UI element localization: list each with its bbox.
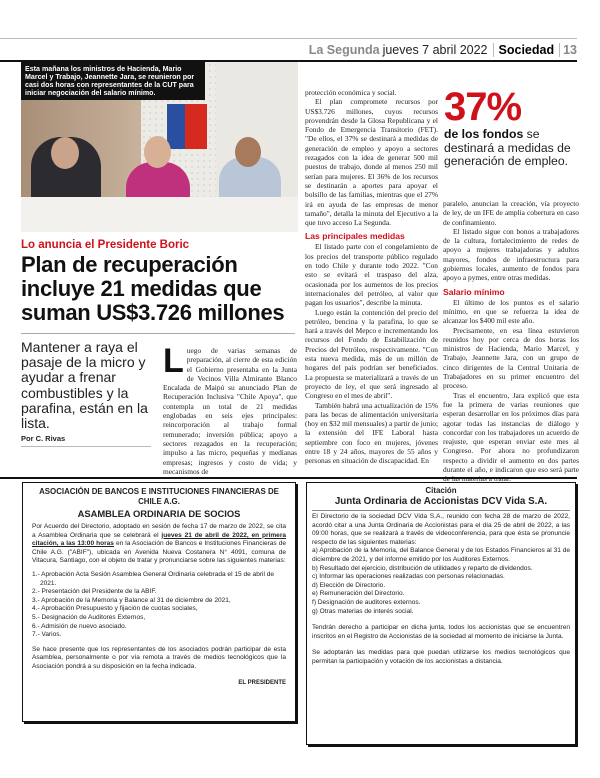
notice-org-name: ASOCIACIÓN DE BANCOS E INSTITUCIONES FINANCIERAS DE CHILE A.G. bbox=[39, 487, 279, 506]
article-column-1 bbox=[163, 342, 297, 476]
article-paragraph: También habrá una actualización de 15% para las becas de alimentación universitaria (hoy en $32 mil mensuales) a partir de junio; la extensión del IFE Laboral hasta septiembre con foco en mujeres, jóvenes entre 18 y 24 años, mayores de 55 años y personas en situación de discapacidad. En bbox=[305, 400, 438, 466]
article-deck: Mantener a raya el pasaje de la micro y ayudar a frenar combustibles y la parafina, están en la lista. bbox=[21, 339, 148, 432]
section-divider bbox=[0, 477, 577, 479]
agenda-item: a) Aprobación de la Memoria, del Balance General y de los Estados Financieros al 31 de diciembre de 2021, y del informe emitido por los Auditores Externos. bbox=[312, 547, 570, 563]
article-lead-paragraph: uego de varias semanas de preparación, al cierre de esta edición el Gobierno presentaba en la Junta de Vecinos Villa Almirante Blanco Encalada de Maipú su anunciado Plan de Recuperación Inclusiva "Chile Apoya", que contempla un total de 21 medidas englobadas en seis ejes principales: reincorporación al trabajo formal remunerado; inversión pública; apoyo a sectores rezagados en la recuperación; impulso a las micro, pequeñas y medianas empresas; ingresos y costo de vida; y mecanismos de bbox=[163, 346, 297, 476]
section-name: Sociedad bbox=[494, 43, 561, 57]
agenda-item: d) Elección de Directorio. bbox=[312, 581, 386, 589]
government-logo-red bbox=[185, 104, 207, 149]
stat-rest-text: se destinará a medidas de generación de empleo. bbox=[444, 127, 571, 168]
agenda-item: 6.- Admisión de nuevo asociado. bbox=[32, 622, 127, 630]
drop-cap: L bbox=[163, 342, 184, 380]
agenda-item: 4.- Aprobación Presupuesto y fijación de cuotas sociales, bbox=[32, 605, 198, 613]
photo-table bbox=[21, 197, 298, 232]
person-center-head bbox=[144, 136, 171, 168]
agenda-item: b) Resultado del ejercicio, distribución de utilidades y reparto de dividendos. bbox=[312, 564, 533, 572]
article-byline: Por C. Rivas bbox=[21, 434, 66, 443]
headline-divider bbox=[21, 333, 295, 334]
article-paragraph: El listado sigue con bonos a trabajadores de la cultura, fortalecimiento de redes de apoyo a mujeres trabajadoras y adultos mayores, fondos de infraestructura para gobiernos locales, aumento de fondos para apoyo a pymes, entre otras medidas. bbox=[443, 226, 579, 283]
agenda-item: 2.- Presentación del Presidente de la ABIF. bbox=[32, 588, 157, 596]
notice-title: Junta Ordinaria de Accionistas DCV Vida S.A. bbox=[312, 496, 570, 511]
article-paragraph: El listado parte con el congelamiento de los precios del transporte público regulado en todo Chile y durante todo 2022. "Con esto se evitará el traspaso del alza, ocasionada por los aumentos de los precios internacionales del petróleo, al valor que pagan los usuarios", describe la minuta. bbox=[305, 242, 438, 308]
subhead-salario-minimo: Salario mínimo bbox=[443, 286, 505, 297]
article-kicker: Lo anuncia el Presidente Boric bbox=[21, 239, 190, 251]
agenda-item: 7.- Varios. bbox=[32, 631, 62, 639]
masthead bbox=[0, 38, 577, 62]
agenda-item: e) Remuneración del Directorio. bbox=[312, 590, 405, 598]
notice-intro: El Directorio de la sociedad DCV Vida S.A., reunido con fecha 28 de marzo de 2022, acordó citar a una Junta Ordinaria de Accionistas para el día 25 de abril de 2022, a las 09:00 horas, que se realizará a través de videoconferencia, para que ésta se pronuncie respecto de las siguientes materias: bbox=[312, 513, 570, 546]
stat-figure: 37% bbox=[444, 85, 522, 129]
notice-signature: EL PRESIDENTE bbox=[238, 679, 286, 686]
article-paragraph: protección económica y social. bbox=[305, 88, 397, 97]
publication-name: La Segunda bbox=[308, 42, 380, 57]
government-logo-blue bbox=[167, 104, 185, 149]
notice-label: Citación bbox=[425, 486, 457, 495]
notice-intro-text-2: en la Asociación de Bancos e Instituciones Financieras de Chile A.G. ("ABIF"), ubicada en Avenida Nueva Costanera N° 4091, comuna de Vitacura, Santiago, con el objeto de tratar y pronunciarse sobre las siguientes materias: bbox=[32, 540, 287, 565]
stat-callout bbox=[444, 85, 584, 169]
article-column-3 bbox=[443, 199, 579, 484]
article-photo bbox=[21, 62, 298, 232]
subhead-principales-medidas: Las principales medidas bbox=[305, 231, 405, 242]
notice-paragraph: Se adoptarán las medidas para que puedan utilizarse los medios tecnológicos que permitan la participación y votación de los accionistas a distancia. bbox=[312, 649, 570, 665]
agenda-item: 1.- Aprobación Acta Sesión Asamblea General Ordinaria celebrada el 15 de abril de 2021. bbox=[32, 570, 275, 587]
agenda-item: 3.- Aprobación de la Memoria y Balance al 31 de diciembre de 2021, bbox=[32, 596, 231, 604]
article-column-2 bbox=[305, 88, 438, 466]
page-number: 13 bbox=[563, 42, 577, 57]
notice-dcv-vida bbox=[306, 482, 576, 745]
notice-abif bbox=[22, 482, 296, 722]
issue-date: jueves 7 abril 2022 bbox=[383, 43, 494, 57]
stat-bold-text: de los fondos bbox=[444, 127, 524, 141]
notice-intro-text: Por Acuerdo del Directorio, adoptado en sesión de fecha 17 de marzo de 2022, se cita a Asamblea Ordinaria que se celebrará el bbox=[32, 523, 286, 539]
agenda-item: c) Informar las operaciones realizadas con personas relacionadas. bbox=[312, 573, 505, 581]
article-paragraph: El último de los puntos es el salario mínimo, en que se refuerza la idea de alcanzar los $400 mil este año. bbox=[443, 297, 579, 326]
article-paragraph: Precisamente, en esa línea estuvieron reunidos hoy por cerca de dos horas los ministros de Hacienda, Mario Marcel, y Trabajo, Jeannette Jara, con un grupo de cinco dirigentes de la Central Unitaria de Trabajadores en su primer encuentro del proceso. bbox=[443, 325, 579, 391]
article-paragraph: Tras el encuentro, Jara explicó que esta fue la primera de varias reuniones que esperan desarrollar en los próximos días para agotar todas las instancias de diálogo y concordar con los trabajadores un acuerdo de reajuste, que esperan enviar este mes al Congreso. Por ahora no profundizaron respecto a dividir el aumento en dos partes durante el año, e indicaron que eso será parte de las materias a tratar. bbox=[443, 390, 579, 484]
spacer bbox=[312, 616, 570, 624]
photo-caption: Esta mañana los ministros de Hacienda, Mario Marcel y Trabajo, Jeannette Jara, se reunieron por casi dos horas con representantes de la CUT para iniciar negociación del salario mínimo. bbox=[21, 62, 205, 100]
notice-title: ASAMBLEA ORDINARIA DE SOCIOS bbox=[77, 508, 241, 519]
notice-intro bbox=[32, 523, 286, 566]
article-paragraph: Luego están la contención del precio del petróleo, bencina y la parafina, lo que se hará a través del Mepco e incrementando los recursos del Fondo de Estabilización de Precios del Petróleo, respectivamente. "Con esta nueva medida, más de un millón de hogares del país podrían ser beneficiados. La propuesta se materializará a través de un proyecto de ley, el que será ingresado al Congreso en el mes de abril". bbox=[305, 307, 438, 401]
notice-paragraph: Tendrán derecho a participar en dicha junta, todos los accionistas que se encuentren inscritos en el Registro de Accionistas de la sociedad al momento de iniciarse la Junta. bbox=[312, 624, 570, 640]
notice-meeting-date: jueves 21 de abril de 2022, en primera citación, a las 13:00 horas bbox=[32, 531, 287, 548]
person-right-head bbox=[235, 137, 261, 167]
byline-divider bbox=[21, 446, 151, 447]
person-left-head bbox=[51, 137, 79, 169]
notice-agenda-list bbox=[32, 571, 286, 640]
notice-closing: Se hace presente que los representantes de los asociados podrán participar de esta Asamblea, personalmente o por vía remota a través de medios tecnológicos que la Asociación pondrá a su disposición en la fecha indicada. bbox=[32, 645, 286, 670]
spacer bbox=[312, 641, 570, 649]
article-headline: Plan de recuperación incluye 21 medidas que suman US$3.726 millones bbox=[21, 252, 285, 325]
agenda-item: g) Otras materias de interés social. bbox=[312, 607, 414, 615]
stat-text bbox=[444, 128, 584, 169]
article-paragraph: paralelo, anuncian la creación, vía proyecto de ley, de un IFE de amplia cobertura en caso de confinamiento. bbox=[443, 199, 579, 227]
notice-agenda-list bbox=[312, 547, 570, 616]
agenda-item: f) Designación de auditores externos. bbox=[312, 598, 421, 606]
article-paragraph: El plan compromete recursos por US$3.726 millones, cuyos recursos provendrán desde la Glosa Republicana y el Fondo de Emergencia Transitorio (FET). "De ellos, el 37% se destinará a medidas de generación de empleo y apoyo a sectores rezagados con la idea de generar 500 mil puestos de trabajo, donde al menos 250 mil serían para mujeres. El 36% de los recursos se destinarán a aportes para apoyar el bolsillo de las familias, mientras que el 27% irá en ayuda de las empresas de menor tamaño", detalla la minuta del Ejecutivo a la que tuvo acceso La Segunda. bbox=[305, 97, 438, 228]
agenda-item: 5.- Designación de Auditores Externos, bbox=[32, 613, 146, 621]
